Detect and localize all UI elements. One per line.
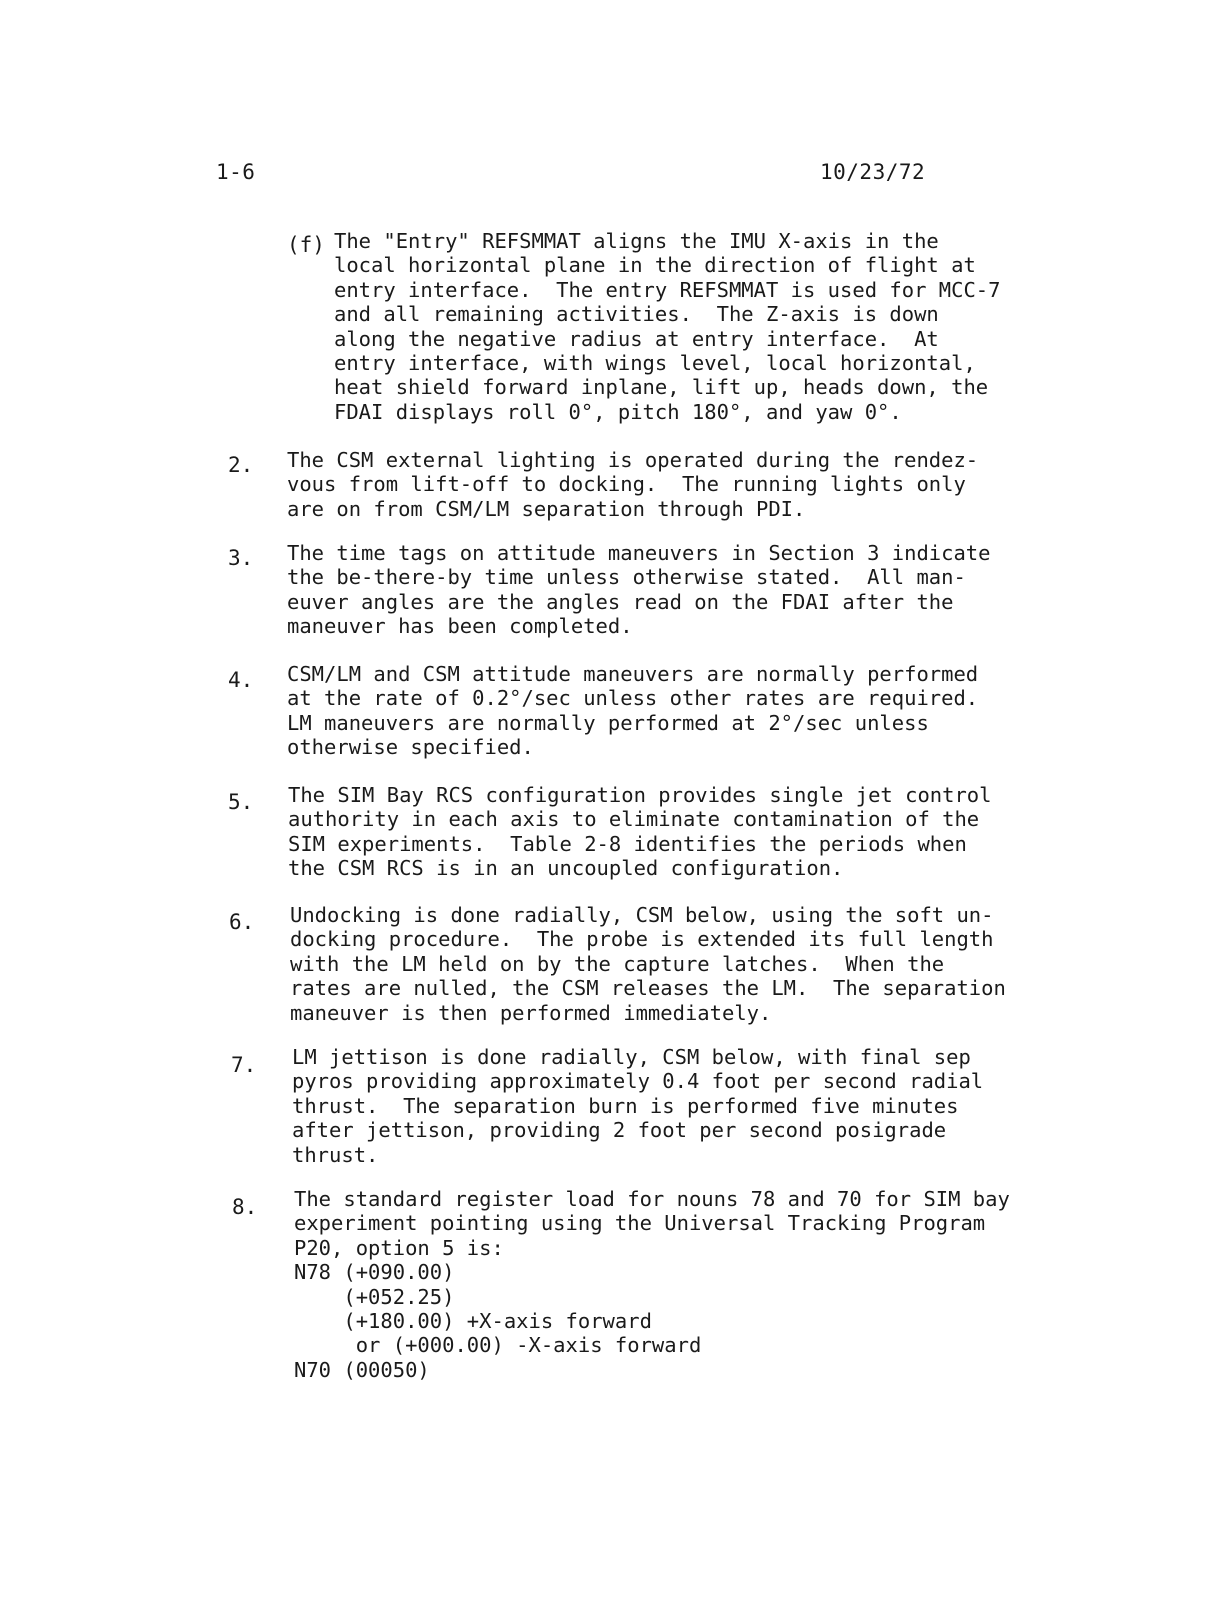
item-text [287,448,978,521]
page-date: 10/23/72 [820,160,926,184]
item-text [287,662,978,760]
register-line: N78 (+090.00) [294,1260,455,1285]
paragraph-line: The time tags on attitude maneuvers in Section 3 indicate [287,541,991,565]
paragraph-line: the CSM RCS is in an uncoupled configuration. [288,856,844,881]
subitem-f-text [334,229,1000,424]
paragraph-line: CSM/LM and CSM attitude maneuvers are normally performed [287,662,979,686]
item-text [288,783,992,881]
item-number: 5. [228,790,254,814]
paragraph-line: the be-there-by time unless otherwise stated. All man- [287,565,966,590]
register-line: (+052.25) [294,1284,455,1309]
item-text [290,903,1006,1025]
paragraph-line: The SIM Bay RCS configuration provides single jet control [288,783,992,807]
item-number: 8. [232,1195,258,1219]
paragraph-line: pyros providing approximately 0.4 foot per second radial [292,1069,984,1094]
paragraph-line: LM jettison is done radially, CSM below, with final sep [292,1045,971,1069]
paragraph-line: LM maneuvers are normally performed at 2°/sec unless [287,710,929,735]
item-number: 3. [228,546,254,570]
item-number: 7. [231,1053,257,1077]
paragraph-line: vous from lift-off to docking. The running lights only [287,472,966,497]
item-text [292,1045,983,1167]
subitem-f-label: (f) [287,233,325,257]
paragraph-line: entry interface, with wings level, local horizontal, [334,350,976,375]
paragraph-line: with the LM held on by the capture latches. When the [290,951,945,976]
item-text [294,1187,1010,1382]
paragraph-line: euver angles are the angles read on the FDAI after the [287,589,954,614]
paragraph-line: maneuver has been completed. [287,614,633,639]
register-line: N70 (00050) [294,1357,430,1382]
paragraph-line: docking procedure. The probe is extended its full length [290,927,994,952]
item-number: 2. [228,453,254,477]
paragraph-line: thrust. The separation burn is performed five minutes [292,1093,959,1118]
paragraph-line: experiment pointing using the Universal Tracking Program [294,1211,986,1236]
paragraph-line: thrust. [292,1142,379,1167]
paragraph-line: at the rate of 0.2°/sec unless other rates are required. [287,686,979,711]
page-number: 1-6 [216,160,256,184]
register-line: (+180.00) +X-axis forward [294,1308,652,1333]
paragraph-line: along the negative radius at entry interface. At [334,326,939,351]
paragraph-line: and all remaining activities. The Z-axis is down [334,302,939,327]
paragraph-line: maneuver is then performed immediately. [290,1000,772,1025]
paragraph-line: rates are nulled, the CSM releases the LM. The separation [290,976,1006,1001]
paragraph-line: P20, option 5 is: [294,1235,504,1260]
item-text [287,541,991,639]
paragraph-line: FDAI displays roll 0°, pitch 180°, and yaw 0°. [334,399,902,424]
paragraph-line: entry interface. The entry REFSMMAT is used for MCC-7 [334,277,1001,302]
paragraph-line: are on from CSM/LM separation through PDI. [287,496,806,521]
paragraph-line: Undocking is done radially, CSM below, using the soft un- [290,903,994,927]
paragraph-line: SIM experiments. Table 2-8 identifies the periods when [288,831,967,856]
item-number: 4. [228,668,254,692]
paragraph-line: The "Entry" REFSMMAT aligns the IMU X-axis in the [334,229,939,253]
paragraph-line: heat shield forward inplane, lift up, heads down, the [334,375,989,400]
paragraph-line: after jettison, providing 2 foot per second posigrade [292,1118,947,1143]
paragraph-line: otherwise specified. [287,735,534,760]
paragraph-line: The standard register load for nouns 78 and 70 for SIM bay [294,1187,1010,1211]
register-line: or (+000.00) -X-axis forward [294,1333,702,1358]
item-number: 6. [229,910,255,934]
paragraph-line: authority in each axis to eliminate contamination of the [288,807,980,832]
paragraph-line: The CSM external lighting is operated during the rendez- [287,448,979,472]
paragraph-line: local horizontal plane in the direction of flight at [334,253,976,278]
